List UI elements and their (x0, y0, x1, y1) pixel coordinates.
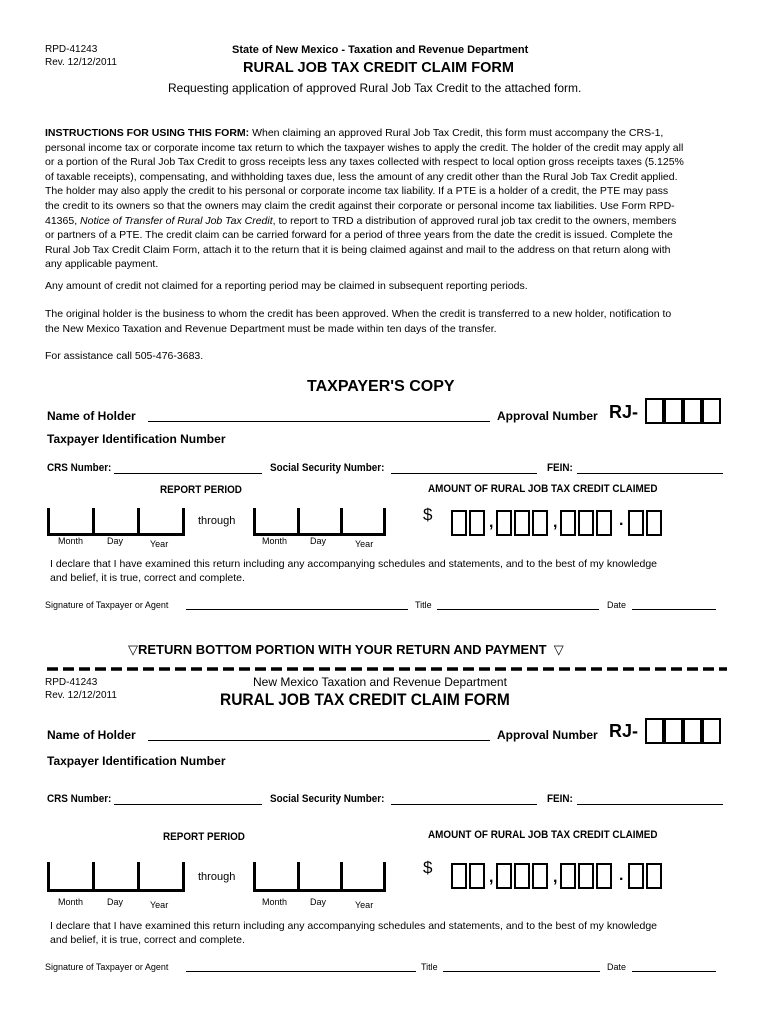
date-box-divider (182, 508, 185, 536)
approval-digit-box[interactable] (702, 398, 721, 424)
thousands-separator: , (553, 869, 558, 886)
crs-number-label: CRS Number: (47, 793, 112, 805)
signature-field[interactable] (186, 971, 416, 972)
signature-label: Signature of Taxpayer or Agent (45, 962, 169, 972)
date-box-divider (182, 862, 185, 892)
fein-label: FEIN: (547, 462, 573, 474)
fein-label: FEIN: (547, 793, 573, 805)
title-field[interactable] (443, 971, 600, 972)
approval-number-label: Approval Number (497, 728, 598, 742)
date-box-divider (47, 508, 50, 536)
crs-number-field[interactable] (114, 473, 262, 474)
date-field[interactable] (632, 971, 716, 972)
approval-digit-box[interactable] (683, 398, 702, 424)
declaration: I declare that I have examined this return including any accompanying schedules and statements, and to the best of my knowledge and belief, it is true, correct and complete. (50, 558, 658, 584)
name-of-holder-label: Name of Holder (47, 409, 136, 423)
month-label: Month (262, 897, 288, 907)
department-name: New Mexico Taxation and Revenue Department (253, 675, 507, 689)
year-label: Year (150, 539, 169, 549)
dollar-sign: $ (423, 505, 433, 524)
date-box-divider (340, 862, 343, 892)
date-box-divider (47, 862, 50, 892)
revision-date: Rev. 12/12/2011 (45, 57, 117, 68)
through-label: through (198, 871, 236, 883)
day-label: Day (107, 536, 124, 546)
date-box-baseline (47, 889, 185, 892)
title-label: Title (415, 600, 432, 610)
month-label: Month (58, 536, 84, 546)
name-of-holder-field[interactable] (148, 421, 490, 422)
date-box-divider (297, 508, 300, 536)
ssn-field[interactable] (391, 473, 537, 474)
title-label: Title (421, 962, 438, 972)
month-label: Month (58, 897, 84, 907)
down-triangle-icon: ▽ (128, 642, 138, 657)
date-box-divider (383, 862, 386, 892)
date-label: Date (607, 962, 627, 972)
date-box-divider (297, 862, 300, 892)
approval-digit-box[interactable] (645, 718, 664, 744)
name-of-holder-label: Name of Holder (47, 728, 136, 742)
original-holder-paragraph: The original holder is the business to whom the credit has been approved. When the credit is transferred to a new holder, notification to the New Mexico Taxation and Revenue Department must be made within ten days of the transfer. (45, 308, 672, 335)
rj-prefix: RJ- (609, 402, 639, 422)
crs-number-field[interactable] (114, 804, 262, 805)
approval-number-label: Approval Number (497, 409, 598, 423)
date-box-divider (253, 862, 256, 892)
crs-number-label: CRS Number: (47, 462, 112, 474)
down-triangle-icon: ▽ (553, 642, 564, 657)
date-box-divider (137, 862, 140, 892)
tin-label: Taxpayer Identification Number (47, 754, 226, 768)
signature-label: Signature of Taxpayer or Agent (45, 600, 169, 610)
revision-date: Rev. 12/12/2011 (45, 690, 117, 701)
month-label: Month (262, 536, 288, 546)
approval-digit-box[interactable] (664, 718, 683, 744)
form-title: RURAL JOB TAX CREDIT CLAIM FORM (220, 691, 510, 709)
day-label: Day (107, 897, 124, 907)
taxpayer-copy-heading: TAXPAYER'S COPY (307, 378, 455, 395)
department-name: State of New Mexico - Taxation and Revenue Department (232, 44, 529, 56)
instructions-paragraph: INSTRUCTIONS FOR USING THIS FORM: When claiming an approved Rural Job Tax Credit, this form must accompany the CRS-1, personal income tax or corporate income tax return to which the taxpayer wishes to apply the credit. The holder of the credit may apply all or a portion of the Rural Job Tax Credit to gross receipts less any taxes collected with respect to local option gross receipts taxes (5.125% of taxable receipts), compensating, and withholding taxes due, less the amount of any credit other than the Rural Job Tax Credit applied. The holder may also apply the credit to his personal or corporate income tax liability. If a PTE is a holder of a credit, the PTE may pass the credit to its owners so that the owners may claim the credit against their corporate or personal income tax liabilities. Use Form RPD- 41365, Notice of Transfer of Rural Job Tax Credit, to report to TRD a distribution of approved rural job tax credit to the owners, members or partners of a PTE. The credit claim can be carried forward for a period of three years from the date the credit is issued. Complete the Rural Job Tax Credit Claim Form, attach it to the return that it is being claimed against and mail to the address on that return along with any applicable payment. (45, 127, 684, 271)
dollar-sign: $ (423, 858, 433, 877)
tin-label: Taxpayer Identification Number (47, 432, 226, 446)
date-box-divider (92, 508, 95, 536)
date-box-divider (137, 508, 140, 536)
approval-digit-box[interactable] (683, 718, 702, 744)
day-label: Day (310, 897, 327, 907)
year-label: Year (355, 900, 374, 910)
thousands-separator: , (489, 869, 494, 886)
decimal-point: . (619, 867, 624, 884)
signature-field[interactable] (186, 609, 408, 610)
fein-field[interactable] (577, 473, 723, 474)
name-of-holder-field[interactable] (148, 740, 490, 741)
carry-forward-paragraph: Any amount of credit not claimed for a reporting period may be claimed in subsequent reporting periods. (45, 280, 528, 292)
notice-of-transfer-form-name: Notice of Transfer of Rural Job Tax Credit (80, 214, 273, 227)
date-box-divider (383, 508, 386, 536)
form-title: RURAL JOB TAX CREDIT CLAIM FORM (243, 60, 514, 76)
ssn-label: Social Security Number: (270, 462, 385, 474)
through-label: through (198, 515, 236, 527)
declaration: I declare that I have examined this return including any accompanying schedules and statements, and to the best of my knowledge and belief, it is true, correct and complete. (50, 920, 658, 946)
date-box-divider (253, 508, 256, 536)
date-field[interactable] (632, 609, 716, 610)
thousands-separator: , (553, 514, 558, 531)
ssn-label: Social Security Number: (270, 793, 385, 805)
ssn-field[interactable] (391, 804, 537, 805)
assistance-phone: For assistance call 505-476-3683. (45, 350, 204, 362)
title-field[interactable] (437, 609, 599, 610)
thousands-separator: , (489, 514, 494, 531)
date-label: Date (607, 600, 627, 610)
form-subtitle: Requesting application of approved Rural Job Tax Credit to the attached form. (168, 81, 582, 95)
date-box-baseline (253, 889, 386, 892)
approval-digit-box[interactable] (702, 718, 721, 744)
rj-prefix: RJ- (609, 721, 639, 741)
date-box-divider (340, 508, 343, 536)
return-notice: ▽RETURN BOTTOM PORTION WITH YOUR RETURN AND PAYMENT ▽ (128, 642, 564, 657)
approval-digit-box[interactable] (664, 398, 683, 424)
amount-claimed-label: AMOUNT OF RURAL JOB TAX CREDIT CLAIMED (428, 829, 658, 841)
form-id: RPD-41243 (45, 677, 98, 688)
year-label: Year (150, 900, 169, 910)
form-id: RPD-41243 (45, 44, 98, 55)
decimal-point: . (619, 512, 624, 529)
fein-field[interactable] (577, 804, 723, 805)
year-label: Year (355, 539, 374, 549)
date-box-divider (92, 862, 95, 892)
instructions-heading: INSTRUCTIONS FOR USING THIS FORM: (45, 127, 250, 139)
cut-line (47, 667, 727, 671)
approval-digit-box[interactable] (645, 398, 664, 424)
report-period-label: REPORT PERIOD (160, 484, 242, 496)
day-label: Day (310, 536, 327, 546)
report-period-label: REPORT PERIOD (163, 831, 245, 843)
amount-claimed-label: AMOUNT OF RURAL JOB TAX CREDIT CLAIMED (428, 483, 658, 495)
